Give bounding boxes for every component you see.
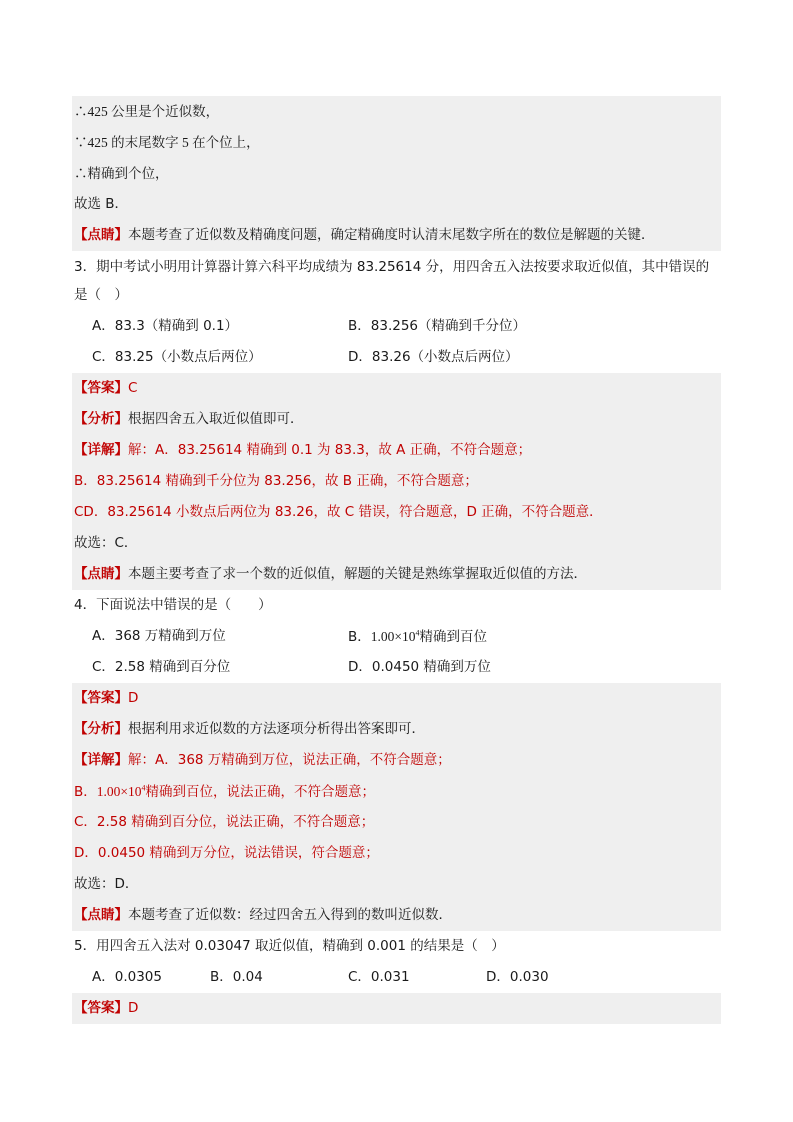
option-c: C．83.25（小数点后两位） bbox=[92, 349, 262, 365]
option-b bbox=[348, 621, 487, 653]
xiangjie-prefix: B． bbox=[74, 784, 97, 800]
option-a: A．83.3（精确到 0.1） bbox=[92, 318, 239, 334]
option-c: C．0.031 bbox=[348, 969, 410, 985]
solution-line bbox=[72, 96, 721, 127]
xiangjie-text: CD．83.25614 小数点后两位为 83.26，故 C 错误，符合题意，D 正确，不符合题意． bbox=[74, 504, 603, 520]
dianjing-line bbox=[72, 559, 721, 590]
question-3-stem: 3．期中考试小明用计算器计算六科平均成绩为 83.25614 分，用四舍五入法按要求取近似值，其中错误的是（ ） bbox=[74, 259, 710, 303]
option-a: A．0.0305 bbox=[92, 969, 162, 985]
option-d: D．0.0450 精确到万位 bbox=[348, 659, 491, 675]
solution-text: ∴425 公里是个近似数， bbox=[74, 104, 220, 119]
option-c: C．2.58 精确到百分位 bbox=[92, 659, 231, 675]
answer-value: D bbox=[128, 690, 139, 706]
question-3-options-row-1 bbox=[72, 311, 721, 342]
xiangjie-line bbox=[72, 745, 721, 776]
xiangjie-line bbox=[72, 776, 721, 807]
fenxi-line bbox=[72, 404, 721, 435]
fenxi-text: 根据四舍五入取近似值即可． bbox=[128, 411, 304, 427]
xiangjie-line bbox=[72, 838, 721, 869]
answer-tag: 【答案】 bbox=[74, 690, 128, 706]
option-d: D．0.030 bbox=[486, 969, 549, 985]
guxuan-text: 故选：C． bbox=[74, 535, 138, 551]
xiangjie-line bbox=[72, 466, 721, 497]
answer-tag: 【答案】 bbox=[74, 1000, 128, 1016]
solution-line bbox=[72, 189, 721, 220]
answer-line bbox=[72, 373, 721, 404]
question-4-options-row-2 bbox=[72, 652, 721, 683]
dianjing-tag: 【点睛】 bbox=[74, 907, 128, 923]
question-4-stem: 4．下面说法中错误的是（ ） bbox=[74, 597, 272, 613]
answer-line bbox=[72, 683, 721, 714]
guxuan-line bbox=[72, 869, 721, 900]
dianjing-text: 本题考查了近似数及精确度问题，确定精确度时认清末尾数字所在的数位是解题的关键． bbox=[128, 227, 655, 243]
option-d: D．83.26（小数点后两位） bbox=[348, 349, 519, 365]
xiangjie-tag: 【详解】 bbox=[74, 752, 128, 768]
option-b-exponent: 4 bbox=[415, 628, 420, 638]
solution-line bbox=[72, 127, 721, 158]
xiangjie-line bbox=[72, 497, 721, 528]
xiangjie-exponent: 4 bbox=[141, 783, 146, 793]
option-b: B．0.04 bbox=[210, 969, 263, 985]
fenxi-line bbox=[72, 714, 721, 745]
xiangjie-line bbox=[72, 807, 721, 838]
option-a: A．368 万精确到万位 bbox=[92, 628, 226, 644]
question-5-stem: 5．用四舍五入法对 0.03047 取近似值，精确到 0.001 的结果是（ ） bbox=[74, 938, 505, 954]
dianjing-line bbox=[72, 900, 721, 931]
option-b-suffix: 精确到百位 bbox=[419, 629, 488, 645]
answer-tag: 【答案】 bbox=[74, 380, 128, 396]
guxuan-text: 故选：D． bbox=[74, 876, 139, 892]
xiangjie-text: C．2.58 精确到百分位，说法正确，不符合题意； bbox=[74, 814, 375, 830]
solution-text: 故选 B． bbox=[74, 196, 129, 212]
dianjing-text: 本题主要考查了求一个数的近似值，解题的关键是熟练掌握取近似值的方法． bbox=[128, 566, 587, 582]
xiangjie-number: 1.00×10 bbox=[96, 784, 142, 799]
solution-text: ∵425 的末尾数字 5 在个位上， bbox=[74, 135, 260, 150]
xiangjie-text: 解：A．368 万精确到万位，说法正确，不符合题意； bbox=[128, 752, 451, 768]
dianjing-text: 本题考查了近似数：经过四舍五入得到的数叫近似数． bbox=[128, 907, 452, 923]
dianjing-tag: 【点睛】 bbox=[74, 566, 128, 582]
question-5-options-row bbox=[72, 962, 721, 993]
question-3-options-row-2 bbox=[72, 342, 721, 373]
fenxi-tag: 【分析】 bbox=[74, 721, 128, 737]
xiangjie-tag: 【详解】 bbox=[74, 442, 128, 458]
option-b-prefix: B． bbox=[348, 629, 371, 645]
fenxi-tag: 【分析】 bbox=[74, 411, 128, 427]
solution-line bbox=[72, 158, 721, 189]
xiangjie-text: 解：A．83.25614 精确到 0.1 为 83.3，故 A 正确，不符合题意； bbox=[128, 442, 532, 458]
xiangjie-text: B．83.25614 精确到千分位为 83.256，故 B 正确，不符合题意； bbox=[74, 473, 478, 489]
xiangjie-text: D．0.0450 精确到万分位，说法错误，符合题意； bbox=[74, 845, 379, 861]
question-4-options-row-1 bbox=[72, 621, 721, 652]
dianjing-tag: 【点睛】 bbox=[74, 227, 128, 243]
option-b-number: 1.00×10 bbox=[370, 629, 416, 644]
answer-value: C bbox=[128, 380, 138, 396]
xiangjie-line bbox=[72, 435, 721, 466]
document-page bbox=[72, 96, 721, 1024]
guxuan-line bbox=[72, 528, 721, 559]
fenxi-text: 根据利用求近似数的方法逐项分析得出答案即可． bbox=[128, 721, 425, 737]
answer-value: D bbox=[128, 1000, 139, 1016]
xiangjie-suffix: 精确到百位，说法正确，不符合题意； bbox=[145, 784, 376, 800]
dianjing-line bbox=[72, 220, 721, 251]
answer-line bbox=[72, 993, 721, 1024]
solution-text: ∴精确到个位， bbox=[74, 166, 169, 181]
option-b: B．83.256（精确到千分位） bbox=[348, 318, 526, 334]
